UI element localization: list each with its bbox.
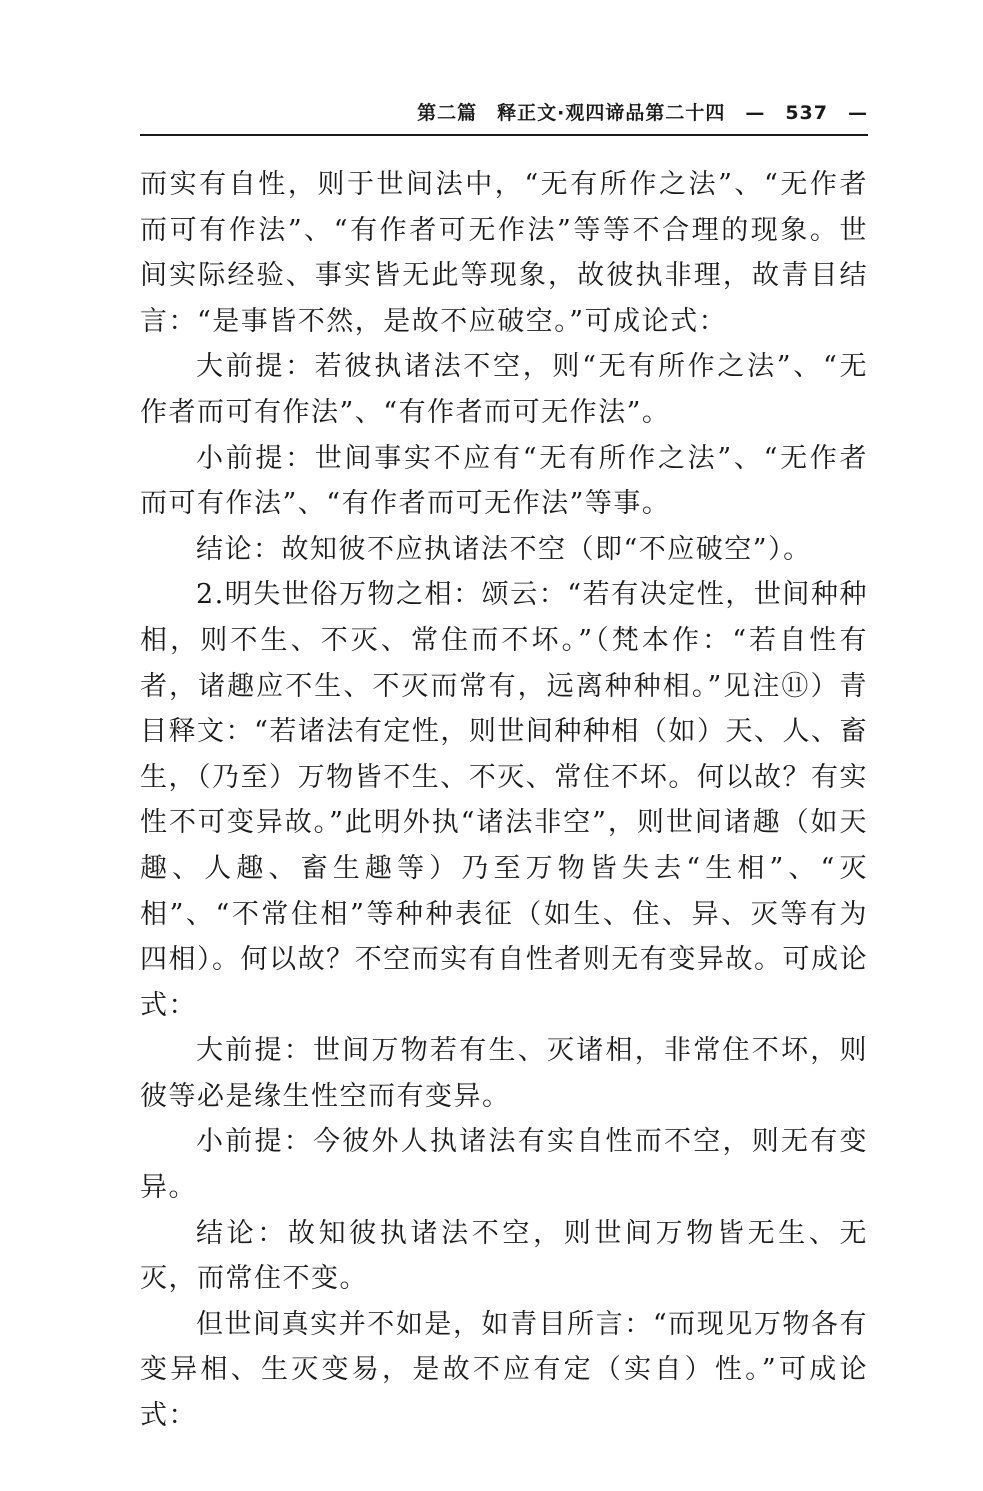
paragraph-major-premise: 大前提：世间万物若有生、灭诸相，非常住不坏，则彼等必是缘生性空而有变异。: [140, 1035, 868, 1112]
header-rule: [140, 134, 868, 136]
paragraph-section-2: 2.明失世俗万物之相：颂云：“若有决定性，世间种种相，则不生、不灭、常住而不坏。”（梵本作：“若自性有者，诸趣应不生、不灭而常有，远离种种相。”见注⑪）青目释文：“若诸法有定性，则世间种种相（如）天、人、畜生，（乃至）万物皆不生、不灭、常住不坏。何以故？有实性不可变异故。”此明外执“诸法非空”，则世间诸趣（如天趣、人趣、畜生趣等）乃至万物皆失去“生相”、“灭相”、“不常住相”等种种表征（如生、住、异、灭等有为四相）。何以故？不空而实有自性者则无有变异故。可成论式：: [140, 579, 868, 1021]
paragraph-conclusion: 结论：故知彼不应执诸法不空（即“不应破空”）。: [196, 533, 812, 565]
paragraph-conclusion: 结论：故知彼执诸法不空，则世间万物皆无生、无灭，而常住不变。: [140, 1217, 868, 1295]
paragraph-major-premise: 大前提：若彼执诸法不空，则“无有所作之法”、“无作者而可有作法”、“有作者而可无作法”。: [140, 351, 868, 428]
paragraph-minor-premise: 小前提：世间事实不应有“无有所作之法”、“无作者而可有作法”、“有作者而可无作法”等事。: [140, 442, 868, 520]
paragraph: 而实有自性，则于世间法中，“无有所作之法”、“无作者而可有作法”、“有作者可无作法”等等不合理的现象。世间实际经验、事实皆无此等现象，故彼执非理，故青目结言：“是事皆不然，是故不应破空。”可成论式：: [140, 169, 868, 337]
paragraph: 但世间真实并不如是，如青目所言：“而现见万物各有变异相、生灭变易，是故不应有定（实自）性。”可成论式：: [140, 1308, 868, 1432]
body-text: [140, 162, 868, 1439]
running-header: 第二篇 释正文·观四谛品第二十四 — 537 —: [417, 102, 868, 124]
paragraph-minor-premise: 小前提：今彼外人执诸法有实自性而不空，则无有变异。: [140, 1126, 868, 1204]
